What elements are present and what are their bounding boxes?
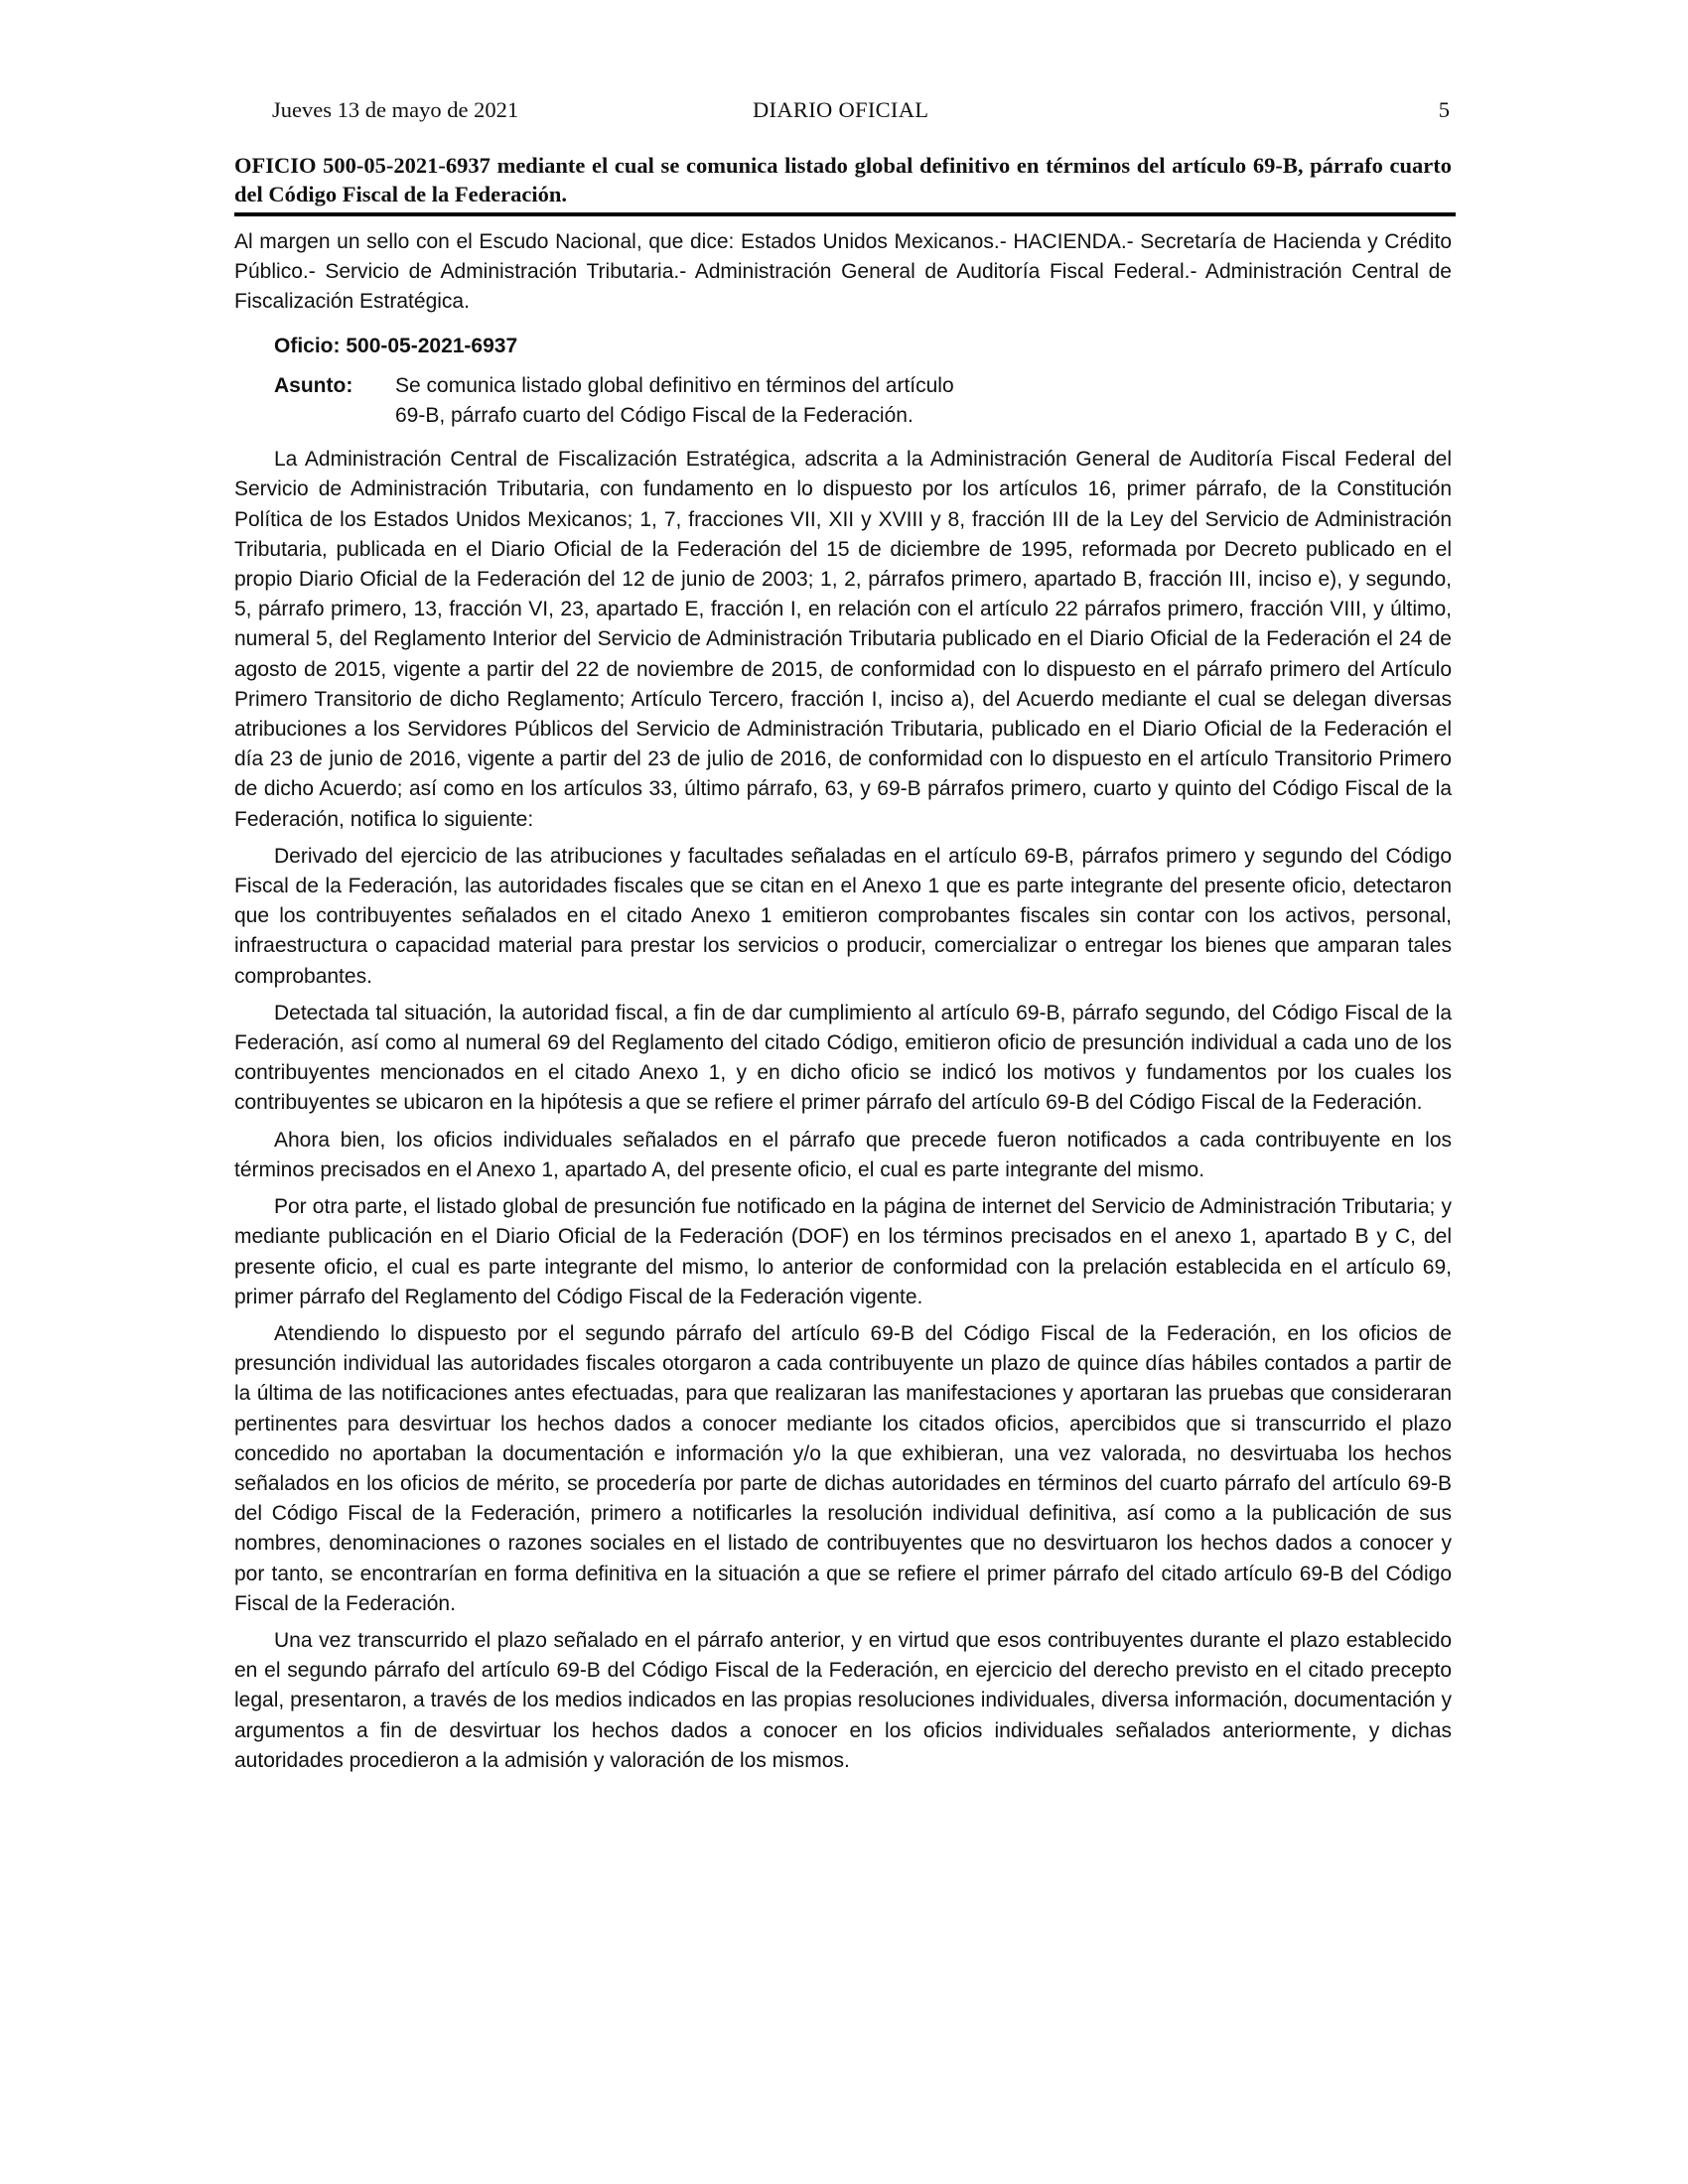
subject-label: Asunto: bbox=[274, 373, 353, 397]
body-paragraph: Atendiendo lo dispuesto por el segundo párrafo del artículo 69-B del Código Fiscal de la Federación, en los oficios de presunción individual las autoridades fiscales otorgaron a cada contribuyente un plazo de quince días hábiles contados a partir de la última de las notificaciones antes efectuadas, para que realizaran las manifestaciones y aportaran las pruebas que consideraran pertinentes para desvirtuar los hechos dados a conocer mediante los citados oficios, apercibidos que si transcurrido el plazo concedido no aportaban la documentación e información y/o la que exhibieran, una vez valorada, no desvirtuaba los hechos señalados en los oficios de mérito, se procedería por parte de dichas autoridades en términos del cuarto párrafo del artículo 69-B del Código Fiscal de la Federación, primero a notificarles la resolución individual definitiva, así como a la publicación de sus nombres, denominaciones o razones sociales en el listado de contribuyentes que no desvirtuaron los hechos dados a conocer y por tanto, se encontrarían en forma definitiva en la situación a que se refiere el primer párrafo del citado artículo 69-B del Código Fiscal de la Federación. bbox=[234, 1321, 1452, 1615]
title-divider bbox=[234, 212, 1456, 216]
journal-name: DIARIO OFICIAL bbox=[753, 97, 929, 122]
page-number: 5 bbox=[1438, 97, 1450, 122]
subject-block bbox=[274, 371, 1456, 431]
publication-date: Jueves 13 de mayo de 2021 bbox=[272, 97, 519, 122]
running-header bbox=[234, 95, 1456, 129]
seal-description: Al margen un sello con el Escudo Nacional, que dice: Estados Unidos Mexicanos.- HACIENDA.- Secretaría de Hacienda y Crédito Público.- Servicio de Administración Tributaria.- Administración General de Auditoría Fiscal Federal.- Administración Central de Fiscalización Estratégica. bbox=[234, 230, 1452, 314]
body-paragraph: Ahora bien, los oficios individuales señalados en el párrafo que precede fueron notificados a cada contribuyente en los términos precisados en el Anexo 1, apartado A, del presente oficio, el cual es parte integrante del mismo. bbox=[234, 1128, 1452, 1181]
body-paragraph: Por otra parte, el listado global de presunción fue notificado en la página de internet del Servicio de Administración Tributaria; y mediante publicación en el Diario Oficial de la Federación (DOF) en los términos precisados en el anexo 1, apartado B y C, del presente oficio, el cual es parte integrante del mismo, lo anterior de conformidad con la prelación establecida en el artículo 69, primer párrafo del Reglamento del Código Fiscal de la Federación vigente. bbox=[234, 1195, 1452, 1308]
body-paragraph: Derivado del ejercicio de las atribuciones y facultades señaladas en el artículo 69-B, párrafos primero y segundo del Código Fiscal de la Federación, las autoridades fiscales que se citan en el Anexo 1 que es parte integrante del presente oficio, detectaron que los contribuyentes señalados en el citado Anexo 1 emitieron comprobantes fiscales sin contar con los activos, personal, infraestructura o capacidad material para prestar los servicios o producir, comercializar o entregar los bienes que amparan tales comprobantes. bbox=[234, 844, 1452, 988]
body-paragraph: Detectada tal situación, la autoridad fiscal, a fin de dar cumplimiento al artículo 69-B, párrafo segundo, del Código Fiscal de la Federación, así como al numeral 69 del Reglamento del citado Código, emitieron oficio de presunción individual a cada uno de los contribuyentes mencionados en el citado Anexo 1, y en dicho oficio se indicó los motivos y fundamentos por los cuales los contribuyentes se ubicaron en la hipótesis a que se refiere el primer párrafo del artículo 69-B del Código Fiscal de la Federación. bbox=[234, 1001, 1452, 1115]
document-page bbox=[234, 95, 1456, 1776]
body-paragraph: Una vez transcurrido el plazo señalado en el párrafo anterior, y en virtud que esos contribuyentes durante el plazo establecido en el segundo párrafo del artículo 69-B del Código Fiscal de la Federación, en ejercicio del derecho previsto en el citado precepto legal, presentaron, a través de los medios indicados en las propias resoluciones individuales, diversa información, documentación y argumentos a fin de desvirtuar los hechos dados a conocer en los oficios individuales señalados anteriormente, y dichas autoridades procedieron a la admisión y valoración de los mismos. bbox=[234, 1628, 1452, 1772]
body-paragraph: La Administración Central de Fiscalización Estratégica, adscrita a la Administración General de Auditoría Fiscal Federal del Servicio de Administración Tributaria, con fundamento en lo dispuesto por los artículos 16, primer párrafo, de la Constitución Política de los Estados Unidos Mexicanos; 1, 7, fracciones VII, XII y XVIII y 8, fracción III de la Ley del Servicio de Administración Tributaria, publicada en el Diario Oficial de la Federación del 15 de diciembre de 1995, reformada por Decreto publicado en el propio Diario Oficial de la Federación del 12 de junio de 2003; 1, 2, párrafos primero, apartado B, fracción III, inciso e), y segundo, 5, párrafo primero, 13, fracción VI, 23, apartado E, fracción I, en relación con el artículo 22 párrafos primero, fracción VIII, y último, numeral 5, del Reglamento Interior del Servicio de Administración Tributaria publicado en el Diario Oficial de la Federación el 24 de agosto de 2015, vigente a partir del 22 de noviembre de 2015, de conformidad con lo dispuesto en el párrafo primero del Artículo Primero Transitorio de dicho Reglamento; Artículo Tercero, fracción I, inciso a), del Acuerdo mediante el cual se delegan diversas atribuciones a los Servidores Públicos del Servicio de Administración Tributaria, publicado en el Diario Oficial de la Federación el día 23 de junio de 2016, vigente a partir del 23 de julio de 2016, de conformidad con lo dispuesto en el artículo Transitorio Primero de dicho Acuerdo; así como en los artículos 33, último párrafo, 63, y 69-B párrafos primero, cuarto y quinto del Código Fiscal de la Federación, notifica lo siguiente: bbox=[234, 448, 1452, 831]
oficio-reference: Oficio: 500-05-2021-6937 bbox=[274, 334, 518, 357]
subject-text: Se comunica listado global definitivo en términos del artículo 69-B, párrafo cuarto del Código Fiscal de la Federación. bbox=[395, 373, 954, 428]
decree-title: OFICIO 500-05-2021-6937 mediante el cual se comunica listado global definitivo en términos del artículo 69-B, párrafo cuarto del Código Fiscal de la Federación. bbox=[234, 153, 1452, 206]
